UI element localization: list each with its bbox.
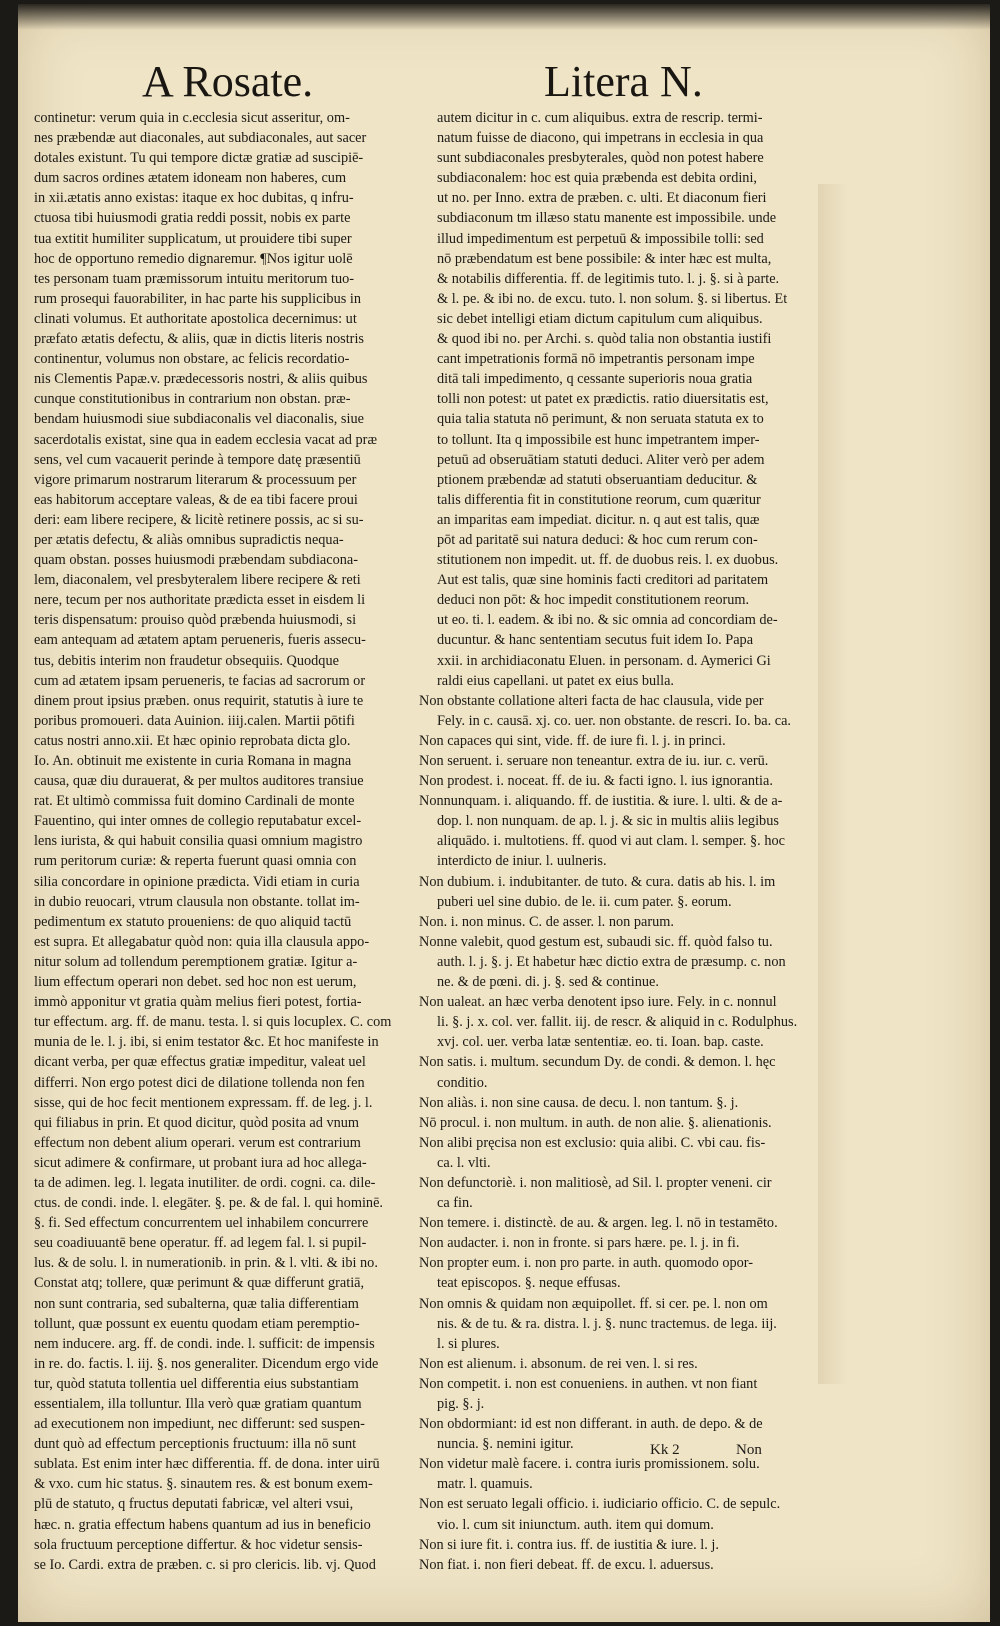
lemma-line: Non est seruato legali officio. i. iudiciario officio. C. de sepulc.: [419, 1496, 781, 1513]
text-line: to tollunt. Ita q impossibile est hunc impetrantem imper-: [437, 431, 760, 448]
text-line: natum fuisse de diacono, qui impetrans in ecclesia in qua: [437, 130, 764, 147]
text-line: nuncia. §. nemini igitur.: [437, 1436, 574, 1453]
lemma-line: Non obstante collatione alteri facta de hac clausula, vide per: [419, 692, 764, 709]
text-line: tollunt, quæ possunt ex euentu quodam etiam peremptio-: [34, 1315, 360, 1332]
text-line: bendam huiusmodi siue subdiaconalis vel diaconalis, siue: [34, 411, 364, 428]
lemma-line: Non fiat. i. non fieri debeat. ff. de excu. l. aduersus.: [419, 1556, 714, 1573]
text-line: quam obstan. posses huiusmodi præbendam subdiacona-: [34, 552, 359, 569]
text-line: cunque constitutionibus in contrarium non obstan. præ-: [34, 391, 351, 408]
text-line: nes præbendæ aut diaconales, aut subdiaconales, aut sacer: [34, 130, 367, 147]
running-head-right: Litera N.: [544, 57, 703, 106]
book-page: [18, 4, 990, 1622]
lemma-line: Non audacter. i. non in fronte. si pars hære. pe. l. j. in fi.: [419, 1235, 740, 1252]
lemma-line: Non satis. i. multum. secundum Dy. de condi. & demon. l. hęc: [419, 1054, 776, 1071]
lemma-line: Non dubium. i. indubitanter. de tuto. & cura. datis ab his. l. im: [419, 873, 776, 890]
text-line: talis differentia fit in constitutione reorum, cum quæritur: [437, 491, 761, 508]
lemma-line: Non capaces qui sint, vide. ff. de iure fi. l. j. in princi.: [419, 732, 726, 749]
text-line: matr. l. quamuis.: [437, 1476, 533, 1493]
show-through-shadow: [818, 184, 848, 1384]
text-line: ditā tali impedimento, q cessante superioris noua gratia: [437, 371, 753, 388]
text-line: autem dicitur in c. cum aliquibus. extra de rescrip. termi-: [437, 110, 763, 126]
text-line: clinati volumus. Et authoritate apostolica decernimus: ut: [34, 310, 357, 327]
text-line: vio. l. cum sit iniunctum. auth. item qui domum.: [437, 1516, 714, 1533]
text-line: sisse, qui de hoc fecit mentionem expressam. ff. de leg. j. l.: [34, 1094, 373, 1111]
text-line: tolli non potest: ut patet ex prædictis. ratio diuersitatis est,: [437, 391, 769, 408]
lemma-line: Nonnunquam. i. aliquando. ff. de iustitia. & iure. l. ulti. & de a-: [419, 793, 783, 810]
text-line: li. §. j. x. col. ver. fallit. iij. de rescr. & aliquid in c. Rodulphus.: [437, 1014, 798, 1031]
text-line: cant impetrationis formā nō impetrantis personam impe: [437, 351, 755, 368]
text-line: lus. & de solu. l. in numerationib. in prin. & l. vlti. & ibi no.: [34, 1255, 378, 1272]
lemma-line: Non aliàs. i. non sine causa. de decu. l. non tantum. §. j.: [419, 1094, 739, 1111]
text-line: xvj. col. uer. verba latæ sententiæ. eo. ti. Ioan. bap. caste.: [437, 1034, 764, 1051]
text-line: ta de adimen. leg. l. legata inutiliter. de ordi. cogni. ca. dile-: [34, 1174, 376, 1191]
lemma-line: Non omnis & quidam non æquipollet. ff. si cer. pe. l. non om: [419, 1295, 768, 1312]
text-line: qui filiabus in prin. Et quod dicitur, quòd posita ad vnum: [34, 1114, 360, 1131]
text-line: nere, tecum per nos authoritate prædicta esset in eisdem li: [34, 592, 366, 609]
text-line: vigore primarum nostrarum literarum & processuum per: [34, 471, 357, 488]
text-line: rum prosequi fauorabiliter, in hac parte his supplicibus in: [34, 290, 361, 307]
text-line: hoc de opportuno remedio dignaremur. ¶Nos igitur uolē: [34, 250, 353, 267]
text-line: sicut adimere & confirmare, ut probant iura ad hoc allega-: [34, 1154, 367, 1171]
text-line: & l. pe. & ibi no. de excu. tuto. l. non solum. §. si libertus. Et: [437, 290, 788, 307]
text-line: & quod ibi no. per Archi. s. quòd talia non obstantia iustifi: [437, 331, 772, 348]
lemma-line: Non si iure fit. i. contra ius. ff. de iustitia & iure. l. j.: [419, 1536, 719, 1553]
text-line: continetur: verum quia in c.ecclesia sicut asseritur, om-: [34, 110, 350, 126]
text-line: se Io. Cardi. extra de præben. c. si pro clericis. lib. vj. Quod: [34, 1556, 376, 1573]
lemma-line: Non ualeat. an hæc verba denotent ipso iure. Fely. in c. nonnul: [419, 994, 777, 1011]
lemma-line: Non est alienum. i. absonum. de rei ven. l. si res.: [419, 1355, 698, 1372]
signature-mark: Kk 2: [650, 1442, 680, 1458]
text-line: conditio.: [437, 1074, 488, 1091]
text-line: lens iurista, & qui habuit consilia quasi omnium magistro: [34, 833, 363, 850]
text-line: dum sacros ordines ætatem idoneam non haberes, cum: [34, 170, 347, 187]
text-line: aliquādo. i. multotiens. ff. quod vi aut clam. l. semper. §. hoc: [437, 833, 785, 850]
text-line: nō præbendatum est bene possibile: & inter hæc est multa,: [437, 250, 772, 267]
text-line: sic debet intelligi etiam dictum capitulum cum aliquibus.: [437, 310, 763, 327]
lemma-line: Non videtur malè facere. i. contra iuris promissionem. solu.: [419, 1456, 760, 1473]
text-line: ca. l. vlti.: [437, 1154, 491, 1171]
text-line: quia talia statuta nō perimunt, & non seruata statuta ex to: [437, 411, 764, 428]
text-line: dicant verba, per quæ effectus gratiæ impeditur, valeat uel: [34, 1054, 366, 1071]
text-line: ptionem præbendæ ad statuti obseruantiam deducitur. &: [437, 471, 758, 488]
catchword: Non: [736, 1442, 762, 1458]
lemma-line: Non seruent. i. seruare non teneantur. extra de iu. iur. c. verū.: [419, 753, 769, 769]
text-line: sunt subdiaconales presbyterales, quòd non potest habere: [437, 150, 764, 167]
text-line: eas habitorum acceptare valeas, & de ea tibi facere proui: [34, 491, 358, 508]
text-line: deri: eam libere recipere, & licitè retinere possis, ac si su-: [34, 511, 364, 528]
lemma-line: Nō procul. i. non multum. in auth. de non alie. §. alienationis.: [419, 1114, 772, 1131]
text-line: ad executionem non impediunt, nec differunt: sed suspen-: [34, 1416, 365, 1433]
text-line: præfato ætatis defectu, & aliis, quæ in dictis literis nostris: [34, 331, 364, 348]
right-text-column: [419, 108, 815, 1573]
text-line: subdiaconalem: hoc est quia præbenda est debita ordini,: [437, 170, 758, 187]
text-line: est supra. Et allegabatur quòd non: quia illa clausula appo-: [34, 933, 370, 950]
text-line: sola fructuum perceptione differtur. & hoc videtur sensis-: [34, 1536, 363, 1553]
text-line: nis. & de tu. & ra. distra. l. j. §. nunc tractemus. de lega. iij.: [437, 1315, 777, 1332]
text-line: sublata. Est enim inter hæc differentia. ff. de dona. inter uirū: [34, 1456, 380, 1473]
text-line: teris dispensatum: prouiso quòd præbenda huiusmodi, si: [34, 612, 357, 629]
text-line: §. fi. Sed effectum concurrentem uel inhabilem concurrere: [34, 1215, 369, 1232]
text-line: sacerdotalis existat, sine qua in eadem ecclesia vacat ad præ: [34, 431, 377, 448]
text-line: teat episcopos. §. neque effusas.: [437, 1275, 621, 1292]
lemma-line: Non temere. i. distinctè. de au. & argen. leg. l. nō in testamēto.: [419, 1215, 778, 1232]
text-line: sens, vel cum vacauerit perinde à tempore datę præsentiū: [34, 451, 361, 468]
text-line: auth. l. j. §. j. Et habetur hæc dictio extra de præsump. c. non: [437, 953, 786, 970]
text-line: in re. do. factis. l. iij. §. nos generaliter. Dicendum ergo vide: [34, 1355, 379, 1372]
lemma-line: Non defunctoriè. i. non malitiosè, ad Sil. l. propter veneni. cir: [419, 1174, 772, 1191]
text-line: in dubio reuocari, vtrum clausula non obstante. tollat im-: [34, 893, 360, 910]
lemma-line: Non propter eum. i. non pro parte. in auth. quomodo opor-: [419, 1255, 754, 1272]
lemma-line: Non prodest. i. noceat. ff. de iu. & facti igno. l. ius ignorantia.: [419, 773, 773, 790]
text-line: stitutionem non impedit. ut. ff. de duobus reis. l. ex duobus.: [437, 552, 779, 569]
text-line: dotales existunt. Tu qui tempore dictæ gratiæ ad suscipiē-: [34, 150, 364, 167]
text-line: Fely. in c. causā. xj. co. uer. non obstante. de rescri. Io. ba. ca.: [437, 712, 791, 729]
text-line: tes personam tuam præmissorum intuitu meritorum tuo-: [34, 270, 355, 287]
text-line: eam antequam ad ætatem aptam perueneris, fueris assecu-: [34, 632, 366, 649]
lemma-line: Nonne valebit, quod gestum est, subaudi sic. ff. quòd falso tu.: [419, 933, 773, 950]
text-line: pōt ad paritatē sui natura deduci: & hoc cum rerum con-: [437, 531, 758, 548]
text-line: illud impedimentum est perpetuū & impossibile tolli: sed: [437, 230, 764, 247]
running-head-left: A Rosate.: [142, 57, 314, 106]
text-line: in xii.ætatis anno existas: itaque ex hoc dubitas, q infru-: [34, 190, 354, 207]
lemma-line: Non. i. non minus. C. de asser. l. non parum.: [419, 913, 674, 930]
text-line: dunt quò ad effectum perceptionis fructuum: illa nō sunt: [34, 1436, 357, 1453]
text-line: ducuntur. & hanc sententiam secutus fuit idem Io. Papa: [437, 632, 754, 649]
text-line: nitur solum ad tollendum peremptionem gratiæ. Igitur a-: [34, 953, 358, 970]
text-line: ca fin.: [437, 1195, 473, 1212]
text-line: pedimentum ex statuto proueniens: de quo aliquid tactū: [34, 913, 352, 930]
lemma-line: Non competit. i. non est conueniens. in authen. vt non fiant: [419, 1375, 758, 1392]
text-line: per ætatis defectu, & aliàs omnibus supradictis nequa-: [34, 531, 344, 548]
text-line: ctus. de condi. inde. l. elegāter. §. pe. & de fal. l. qui hominē.: [34, 1195, 383, 1212]
text-line: subdiaconum tm illæso statu manente est impossibile. unde: [437, 210, 777, 227]
text-line: lem, diaconalem, vel presbyteralem libere recipere & reti: [34, 572, 361, 589]
text-line: lium effectum operari non debet. sed hoc non est uerum,: [34, 974, 357, 991]
text-line: Constat atq; tollere, quæ perimunt & quæ differunt gratiā,: [34, 1275, 365, 1292]
text-line: tur, quòd statuta tollentia uel differentia eius substantiam: [34, 1375, 359, 1392]
text-line: raldi eius capellani. ut patet ex eius bulla.: [437, 672, 675, 689]
text-line: tus, debitis interim non fraudetur obsequiis. Quodque: [34, 652, 339, 669]
text-line: Io. An. obtinuit me existente in curia Romana in magna: [34, 753, 352, 769]
lemma-line: Non alibi pręcisa non est exclusio: quia alibi. C. vbi cau. fis-: [419, 1134, 766, 1151]
text-line: causa, quæ diu durauerat, & per multos auditores transiue: [34, 773, 364, 790]
text-line: munia de le. l. j. ibi, si enim testator &c. Et hoc manifeste in: [34, 1034, 379, 1051]
text-line: dinem prout ipsius præben. onus requirit, statutis à iure te: [34, 692, 364, 709]
text-line: poribus promoueri. data Auinion. iiij.calen. Martii pōtifi: [34, 712, 355, 729]
text-line: ut no. per Inno. extra de præben. c. ulti. Et diaconum fieri: [437, 190, 767, 207]
text-line: & notabilis differentia. ff. de legitimis tuto. l. j. §. si à parte.: [437, 270, 780, 287]
text-line: rat. Et ultimò commissa fuit domino Cardinali de monte: [34, 793, 355, 810]
text-line: an imparitas eam impediat. dicitur. n. q aut est talis, quæ: [437, 511, 760, 528]
text-line: interdicto de iniur. l. uulneris.: [437, 853, 607, 870]
text-line: hæc. n. gratia effectum habens quantum ad ius in beneficio: [34, 1516, 371, 1533]
text-line: cum ad ætatem ipsam perueneris, te facias ad sacrorum or: [34, 672, 366, 689]
text-line: effectum non debent alium operari. verum est contrarium: [34, 1134, 361, 1151]
text-line: non sunt contraria, sed subalterna, quæ talia differentiam: [34, 1295, 359, 1312]
text-line: nis Clementis Papæ.v. prædecessoris nostri, & aliis quibus: [34, 371, 368, 388]
text-line: Fauentino, qui inter omnes de collegio reputabatur excel-: [34, 813, 362, 830]
text-line: deduci non pōt: & hoc impedit constitutionem reorum.: [437, 592, 750, 609]
text-line: ctuosa tibi huiusmodi gratia reddi possit, nobis ex parte: [34, 210, 351, 227]
text-line: l. si plures.: [437, 1335, 500, 1352]
text-line: plū de statuto, q fructus deputati fabricæ, vel alteri vsui,: [34, 1496, 354, 1513]
text-line: silia concordare in opinione prædicta. Vidi etiam in curia: [34, 873, 360, 890]
text-line: continentur, volumus non obstare, ac felicis recordatio-: [34, 351, 350, 368]
text-line: Aut est talis, quæ sine hominis facti creditori ad paritatem: [437, 572, 769, 589]
text-line: dop. l. non nunquam. de ap. l. j. & sic in multis aliis legibus: [437, 813, 779, 830]
text-line: seu coadiuuantē bene operatur. ff. ad legem fal. l. si pupil-: [34, 1235, 367, 1252]
text-line: puberi uel sine dubio. de le. ii. cum pater. §. eorum.: [437, 893, 732, 910]
lemma-line: Non obdormiant: id est non differant. in auth. de depo. & de: [419, 1416, 763, 1433]
text-line: ut eo. ti. l. eadem. & ibi no. & sic omnia ad concordiam de-: [437, 612, 778, 629]
text-line: essentialem, illa tolluntur. Illa verò quæ gratiam quantum: [34, 1396, 362, 1412]
text-line: petuū ad obseruātiam statuti deduci. Aliter verò per adem: [437, 451, 765, 468]
text-line: tur effectum. arg. ff. de manu. testa. l. si quis locuplex. C. com: [34, 1014, 392, 1031]
text-line: immò apponitur vt gratia quàm melius fieri potest, fortia-: [34, 994, 362, 1011]
text-line: differri. Non ergo potest dici de dilatione tollenda non fen: [34, 1074, 365, 1091]
text-line: & vxo. cum hic status. §. sinautem res. & est bonum exem-: [34, 1476, 373, 1493]
text-line: ne. & de pœni. di. j. §. sed & continue.: [437, 974, 659, 991]
text-line: nem inducere. arg. ff. de condi. inde. l. sufficit: de impensis: [34, 1335, 375, 1352]
text-line: pig. §. j.: [437, 1396, 485, 1412]
running-head: [18, 56, 990, 116]
text-line: rum peritorum curiæ: & reperta fuerunt quasi omnia con: [34, 853, 357, 870]
text-line: catus nostri anno.xii. Et hæc opinio reprobata dicta glo.: [34, 732, 351, 749]
text-line: tua extitit humiliter supplicatum, ut prouidere tibi super: [34, 230, 352, 247]
text-line: xxii. in archidiaconatu Eluen. in personam. d. Aymerici Gi: [437, 652, 771, 669]
left-text-column: [34, 108, 407, 1573]
